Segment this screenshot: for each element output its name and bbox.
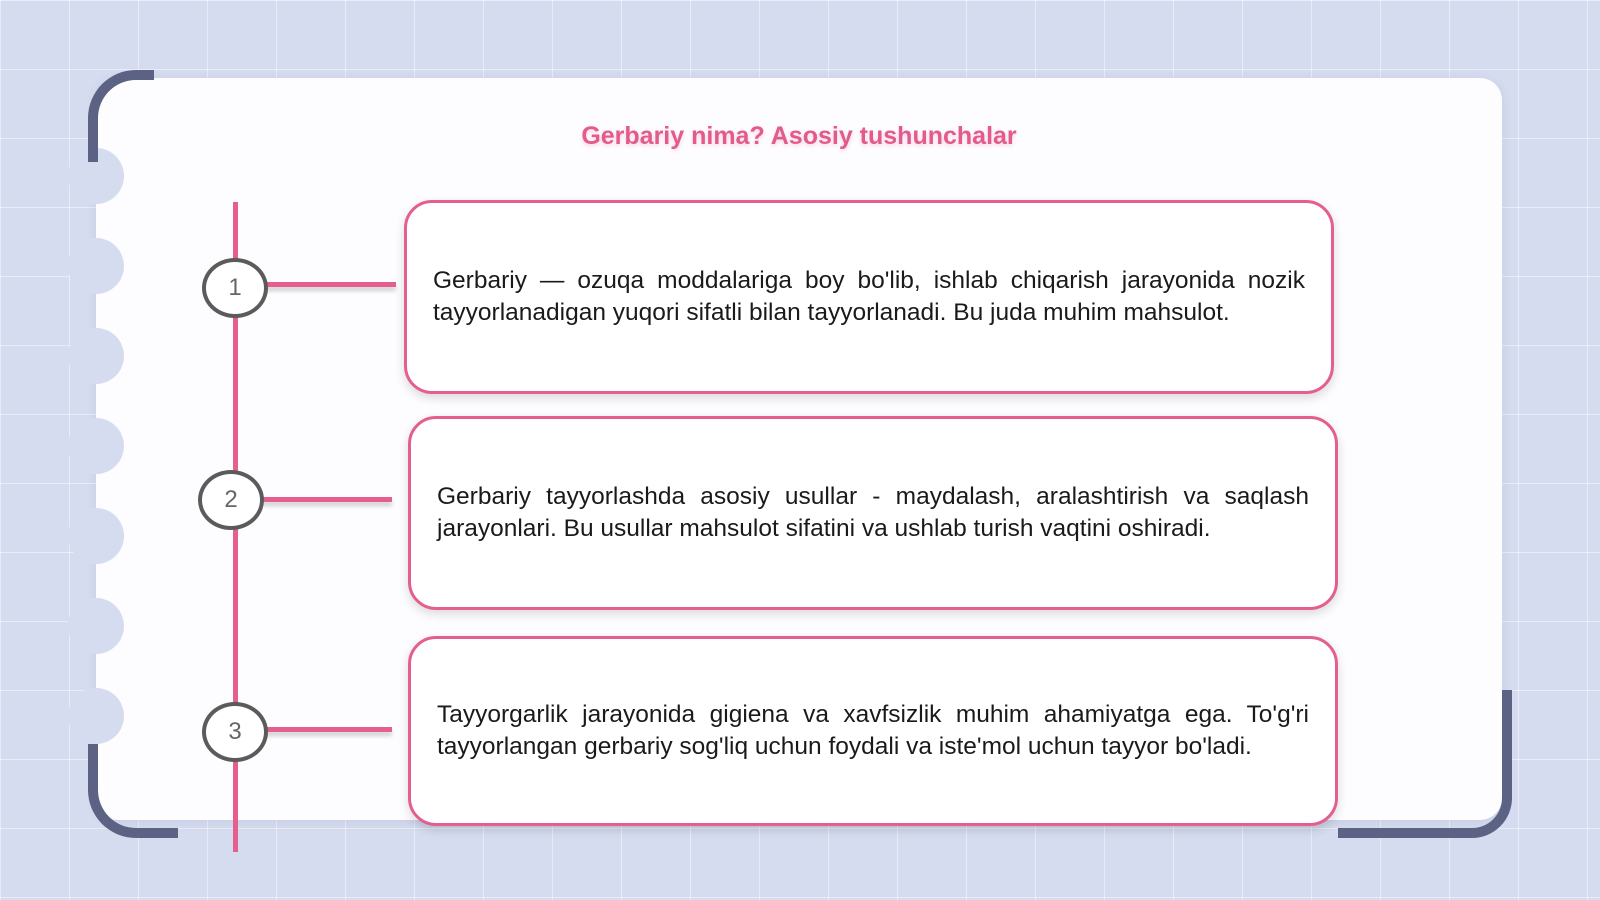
timeline-connector — [264, 727, 392, 732]
slide-title: Gerbariy nima? Asosiy tushunchalar — [581, 122, 1017, 150]
notebook-scallop — [68, 598, 124, 654]
step-card — [408, 416, 1338, 610]
notebook-scallop — [68, 688, 124, 744]
step-text: Tayyorgarlik jarayonida gigiena va xavfsizlik muhim ahamiyatga ega. To'g'ri tayyorlangan gerbariy sog'liq uchun foydali va iste'mol uchun tayyor bo'ladi. — [437, 701, 1309, 760]
step-number-circle: 3 — [202, 702, 268, 762]
step-number-circle: 1 — [202, 258, 268, 318]
step-card — [404, 200, 1334, 394]
step-number-circle: 2 — [198, 470, 264, 530]
step-card — [408, 636, 1338, 826]
step-text: Gerbariy tayyorlashda asosiy usullar - maydalash, aralashtirish va saqlash jarayonlari. Bu usullar mahsulot sifatini va ushlab turish vaqtini oshiradi. — [437, 483, 1309, 542]
corner-bracket-bottom-left — [88, 744, 178, 838]
notebook-scallop — [68, 508, 124, 564]
notebook-scallop — [68, 238, 124, 294]
timeline-connector — [262, 497, 392, 502]
step-text: Gerbariy — ozuqa moddalariga boy bo'lib, ishlab chiqarish jarayonida nozik tayyorlanadigan yuqori sifatli bilan tayyorlanadi. Bu juda muhim mahsulot. — [433, 267, 1305, 326]
notebook-scallop — [68, 328, 124, 384]
timeline-connector — [264, 282, 396, 287]
corner-bracket-bottom-right — [1338, 690, 1512, 838]
notebook-scallop — [68, 418, 124, 474]
